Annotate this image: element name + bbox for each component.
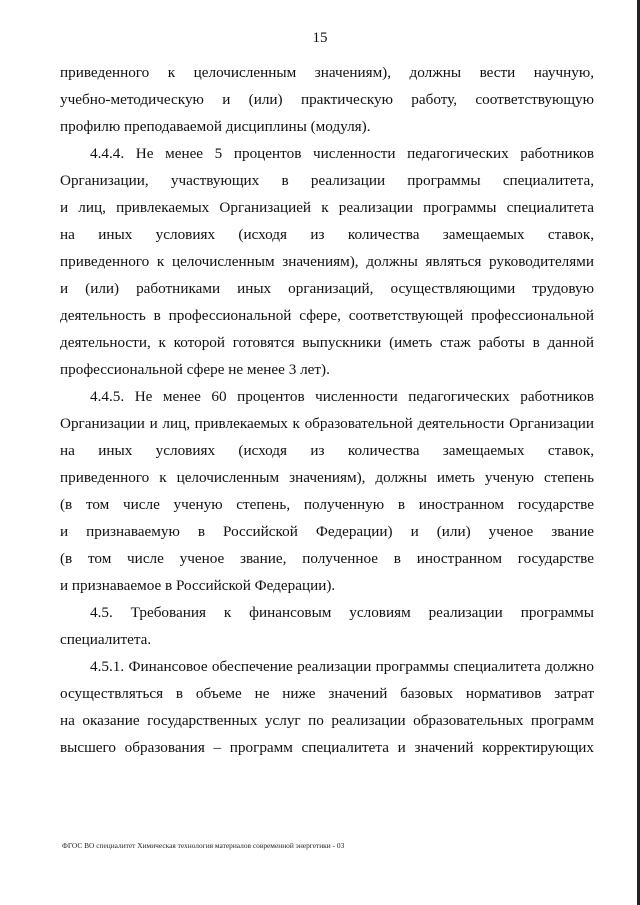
text-line: высшего образования – программ специалитета и значений корректирующих — [60, 739, 594, 756]
text-line: 4.4.4. Не менее 5 процентов численности педагогических работников — [90, 145, 594, 162]
text-line: и признаваемую в Российской Федерации) и (или) ученое звание — [60, 523, 594, 540]
text-line: Организации и лиц, привлекаемых к образовательной деятельности Организации — [60, 415, 594, 432]
text-line: и признаваемое в Российской Федерации). — [60, 577, 336, 594]
text-line: и (или) работниками иных организаций, осуществляющими трудовую — [60, 280, 594, 297]
text-line: приведенного к целочисленным значениям), должны являться руководителями — [60, 253, 594, 270]
document-body — [60, 62, 594, 764]
page-footer: ФГОС ВО специалитет Химическая технология материалов современной энергетики - 03 — [62, 841, 345, 850]
text-line: (в том числе ученое звание, полученное в иностранном государстве — [60, 550, 594, 567]
text-line: 4.5. Требования к финансовым условиям реализации программы — [90, 604, 594, 621]
text-line: приведенного к целочисленным значениям), должны вести научную, — [60, 64, 594, 81]
page-number: 15 — [312, 30, 328, 46]
text-line: осуществляться в объеме не ниже значений базовых нормативов затрат — [60, 685, 594, 702]
text-line: и лиц, привлекаемых Организацией к реализации программы специалитета — [60, 199, 594, 216]
text-line: на оказание государственных услуг по реализации образовательных программ — [60, 712, 594, 729]
text-line: на иных условиях (исходя из количества замещаемых ставок, — [60, 226, 594, 243]
text-line: профессиональной сфере не менее 3 лет). — [60, 361, 330, 378]
text-line: на иных условиях (исходя из количества замещаемых ставок, — [60, 442, 594, 459]
text-line: деятельность в профессиональной сфере, соответствующей профессиональной — [60, 307, 594, 324]
text-line: 4.5.1. Финансовое обеспечение реализации программы специалитета должно — [90, 658, 594, 675]
text-line: Организации, участвующих в реализации программы специалитета, — [60, 172, 594, 189]
text-line: (в том числе ученую степень, полученную в иностранном государстве — [60, 496, 594, 513]
text-line: учебно-методическую и (или) практическую работу, соответствующую — [60, 91, 594, 108]
text-line: профилю преподаваемой дисциплины (модуля). — [60, 118, 371, 135]
text-line: специалитета. — [60, 631, 152, 648]
text-line: приведенного к целочисленным значениям), должны иметь ученую степень — [60, 469, 594, 486]
text-line: деятельности, к которой готовятся выпускники (иметь стаж работы в данной — [60, 334, 594, 351]
text-line: 4.4.5. Не менее 60 процентов численности педагогических работников — [90, 388, 594, 405]
